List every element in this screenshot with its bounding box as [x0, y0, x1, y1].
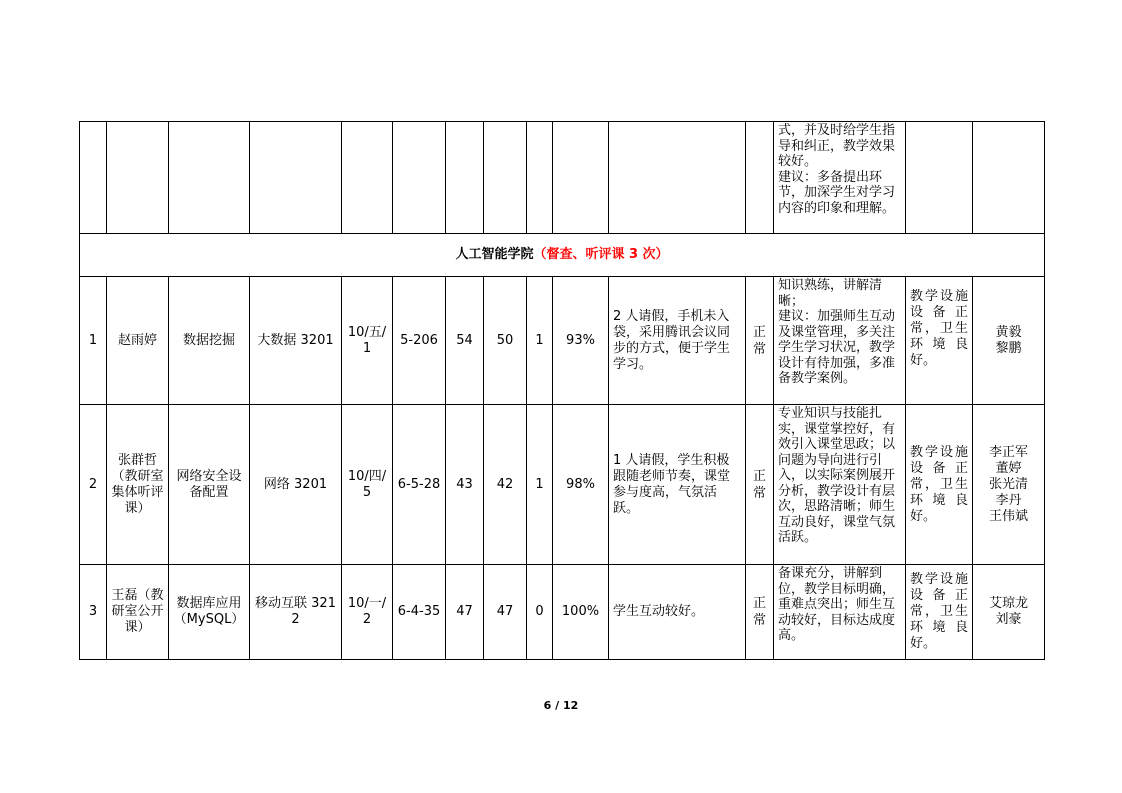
row-present: 42 — [484, 405, 527, 565]
page-number: 6 / 12 — [543, 699, 579, 712]
row-evaluation: 知识熟练，讲解清晰； 建议：加强师生互动及课堂管理，多关注学生学习状况，教学设计有待加强，多准备教学案例。 — [774, 277, 906, 405]
row-date: 10/一/2 — [342, 565, 393, 660]
row-date: 10/四/5 — [342, 405, 393, 565]
continued-row — [80, 122, 1045, 234]
section-header — [80, 234, 1045, 277]
row-course: 网络安全设备配置 — [169, 405, 250, 565]
table-row — [80, 277, 1045, 405]
continued-present-cell — [484, 122, 527, 234]
row-class: 移动互联 3212 — [250, 565, 342, 660]
continued-date-cell — [342, 122, 393, 234]
row-order: 正常 — [746, 565, 774, 660]
continued-absent-cell — [527, 122, 553, 234]
row-evaluation: 专业知识与技能扎实，课堂掌控好，有效引入课堂思政；以问题为导向进行引入，以实际案例展开分析，教学设计有层次，思路清晰；师生互动良好，课堂气氛活跃。 — [774, 405, 906, 565]
continued-facility-cell — [906, 122, 973, 234]
section-note: （督查、听评课 3 次） — [533, 247, 669, 262]
row-class: 大数据 3201 — [250, 277, 342, 405]
row-total: 54 — [446, 277, 484, 405]
row-rate: 98% — [553, 405, 609, 565]
row-total: 43 — [446, 405, 484, 565]
continued-no-cell — [80, 122, 107, 234]
row-evaluation: 备课充分，讲解到位，教学目标明确，重难点突出；师生互动较好，目标达成度高。 — [774, 565, 906, 660]
row-teacher: 张群哲（教研室集体听评课） — [107, 405, 169, 565]
row-situation: 学生互动较好。 — [609, 565, 746, 660]
row-inspectors: 黄毅 黎鹏 — [973, 277, 1045, 405]
continued-class-cell — [250, 122, 342, 234]
row-total: 47 — [446, 565, 484, 660]
continued-rate-cell — [553, 122, 609, 234]
continued-order-cell — [746, 122, 774, 234]
row-facility: 教学设施设备正常，卫生环境良好。 — [906, 565, 973, 660]
inspection-table — [79, 121, 1045, 660]
row-no: 3 — [80, 565, 107, 660]
row-teacher: 王磊（教研室公开课） — [107, 565, 169, 660]
row-date: 10/五/1 — [342, 277, 393, 405]
row-facility: 教学设施设备正常，卫生环境良好。 — [906, 405, 973, 565]
row-room: 6-4-35 — [393, 565, 446, 660]
row-absent: 0 — [527, 565, 553, 660]
row-present: 50 — [484, 277, 527, 405]
continued-inspectors-cell — [973, 122, 1045, 234]
row-present: 47 — [484, 565, 527, 660]
row-situation: 1 人请假，学生积极跟随老师节奏，课堂参与度高，气氛活跃。 — [609, 405, 746, 565]
row-rate: 100% — [553, 565, 609, 660]
row-class: 网络 3201 — [250, 405, 342, 565]
row-no: 2 — [80, 405, 107, 565]
row-order: 正常 — [746, 405, 774, 565]
row-absent: 1 — [527, 277, 553, 405]
continued-evaluation-cell: 式，并及时给学生指导和纠正，教学效果较好。 建议：多备提出环节，加深学生对学习内容的印象和理解。 — [774, 122, 906, 234]
section-header-row — [80, 234, 1045, 277]
continued-room-cell — [393, 122, 446, 234]
table-row — [80, 565, 1045, 660]
row-course: 数据库应用（MySQL） — [169, 565, 250, 660]
row-course: 数据挖掘 — [169, 277, 250, 405]
row-situation: 2 人请假，手机未入袋，采用腾讯会议同步的方式，便于学生学习。 — [609, 277, 746, 405]
continued-situation-cell — [609, 122, 746, 234]
row-rate: 93% — [553, 277, 609, 405]
row-room: 5-206 — [393, 277, 446, 405]
row-order: 正常 — [746, 277, 774, 405]
section-name: 人工智能学院 — [455, 247, 534, 262]
row-inspectors: 艾琼龙 刘豪 — [973, 565, 1045, 660]
continued-teacher-cell — [107, 122, 169, 234]
row-inspectors: 李正军 董婷 张光清 李丹 王伟斌 — [973, 405, 1045, 565]
row-absent: 1 — [527, 405, 553, 565]
table-row — [80, 405, 1045, 565]
row-facility: 教学设施设备正常，卫生环境良好。 — [906, 277, 973, 405]
continued-total-cell — [446, 122, 484, 234]
continued-course-cell — [169, 122, 250, 234]
row-room: 6-5-28 — [393, 405, 446, 565]
row-no: 1 — [80, 277, 107, 405]
row-teacher: 赵雨婷 — [107, 277, 169, 405]
